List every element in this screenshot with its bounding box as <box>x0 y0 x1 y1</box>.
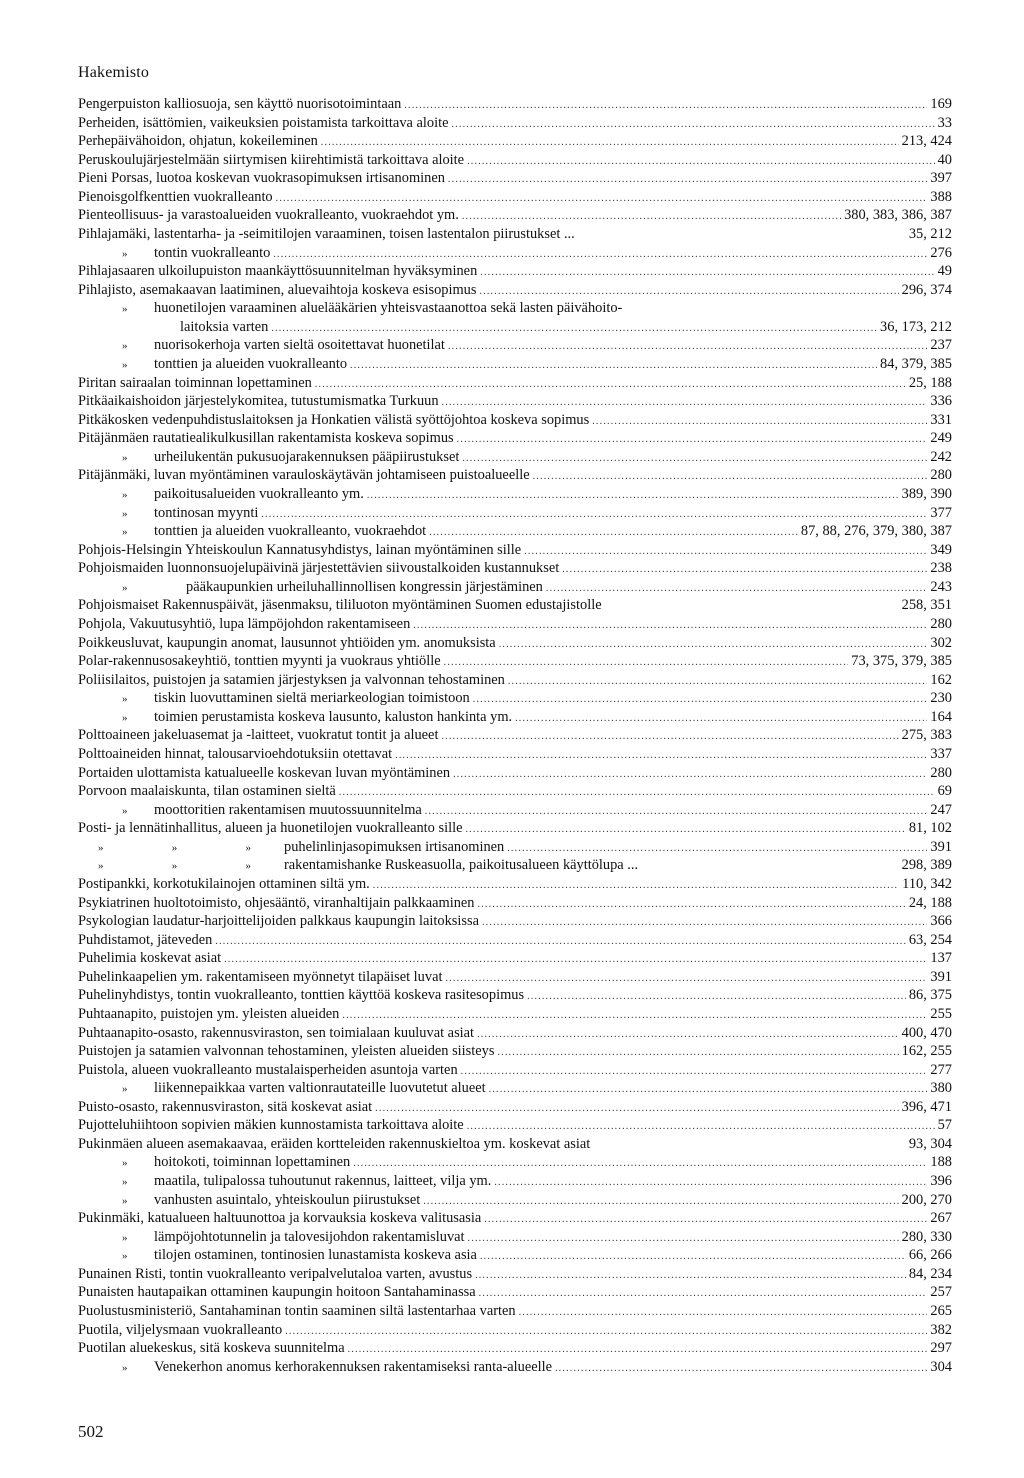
page-refs: 400, 470 <box>901 1024 952 1041</box>
entry-title: tonttien ja alueiden vuokralleanto <box>154 355 348 372</box>
entry-text <box>78 206 459 225</box>
entry-text <box>78 95 401 114</box>
page-refs: 349 <box>930 541 952 558</box>
entry-text <box>78 1283 476 1302</box>
page-refs: 396, 471 <box>901 1098 952 1115</box>
entry-title: Pengerpuiston kalliosuoja, sen käyttö nuorisotoimintaan <box>78 96 402 112</box>
ditto-mark: » » » <box>98 860 251 873</box>
ditto-mark: » <box>122 1157 128 1170</box>
page-refs: 87, 88, 276, 379, 380, 387 <box>800 523 952 540</box>
index-entry <box>78 615 952 634</box>
page-refs: 297 <box>930 1340 952 1357</box>
ditto-mark: » <box>122 247 128 260</box>
page-refs: 255 <box>930 1005 952 1022</box>
index-entry <box>78 949 952 968</box>
entry-title: Puhdistamot, jäteveden <box>78 931 213 948</box>
page-refs: 238 <box>930 560 952 577</box>
entry-text <box>78 1172 491 1192</box>
index-entry <box>78 986 952 1005</box>
entry-text <box>78 559 559 578</box>
entry-text <box>78 912 479 931</box>
entry-title: Perheiden, isättömien, vaikeuksien poistamista tarkoittava aloite <box>78 114 449 131</box>
entry-text <box>78 318 268 337</box>
entry-title: Pohjoismaiden luonnonsuojelupäivinä järjestettävien siivoustalkoiden kustannukset <box>78 560 560 577</box>
index-entry <box>78 299 952 318</box>
ditto-mark: » <box>122 526 128 539</box>
index-entry <box>78 225 952 244</box>
entry-title: Perhepäivähoidon, ohjatun, kokeileminen <box>78 133 318 150</box>
page-refs: 389, 390 <box>901 485 952 502</box>
entry-title: paikoitusalueiden vuokralleanto ym. <box>154 485 364 502</box>
entry-text <box>78 634 496 653</box>
page-refs: 366 <box>930 913 952 930</box>
entry-text <box>78 1079 486 1099</box>
entry-text <box>78 1209 481 1228</box>
page-refs: 110, 342 <box>902 875 952 892</box>
page-refs: 337 <box>930 745 952 762</box>
entry-title: Pitkäaikaishoidon järjestelykomitea, tutustumismatka Turkuun <box>78 393 439 410</box>
index-entry <box>78 188 952 207</box>
ditto-mark: » <box>122 1083 128 1096</box>
page-refs: 57 <box>937 1117 952 1134</box>
index-entry <box>78 1172 952 1191</box>
entry-text <box>78 114 448 133</box>
entry-title: Porvoon maalaiskunta, tilan ostaminen sieltä <box>78 783 336 800</box>
entry-title: Puhtaanapito-osasto, rakennusviraston, sen toimialaan kuuluvat asiat <box>78 1024 475 1041</box>
page-refs: 162, 255 <box>901 1043 952 1060</box>
index-entry <box>78 1098 952 1117</box>
entry-text <box>78 764 450 783</box>
entry-text <box>78 1321 282 1340</box>
entry-title: Pohjois-Helsingin Yhteiskoulun Kannatusyhdistys, lainan myöntäminen sille <box>78 541 522 558</box>
index-entry <box>78 745 952 764</box>
entry-text <box>78 299 622 319</box>
page-refs: 267 <box>930 1210 952 1227</box>
entry-text <box>78 1005 339 1024</box>
entry-title: Posti- ja lennätinhallitus, alueen ja huonetilojen vuokralleanto sille <box>78 820 463 837</box>
entry-title: Psykiatrinen huoltotoimisto, ohjesääntö, viranhaltijain palkkaaminen <box>78 894 475 911</box>
entry-title: Puistojen ja satamien valvonnan tehostaminen, yleisten alueiden siisteys <box>78 1043 495 1060</box>
entry-text <box>78 1098 372 1117</box>
index-entry <box>78 1228 952 1247</box>
index-entry <box>78 801 952 820</box>
ditto-mark: » <box>122 581 128 594</box>
entry-text <box>78 949 221 968</box>
entry-title: Piritan sairaalan toiminnan lopettaminen <box>78 374 312 391</box>
index-entry <box>78 411 952 430</box>
entry-text <box>78 355 347 375</box>
entry-text <box>78 856 638 876</box>
index-entry <box>78 1283 952 1302</box>
index-entry <box>78 856 952 875</box>
entry-title: vanhusten asuintalo, yhteiskoulun piirustukset <box>154 1191 421 1208</box>
page-refs: 275, 383 <box>901 727 952 744</box>
entry-title: Peruskoulujärjestelmään siirtymisen kiirehtimistä tarkoittava aloite <box>78 151 465 168</box>
page-refs: 302 <box>930 634 952 651</box>
entry-title: Puhelinkaapelien ym. rakentamiseen myönnetyt tilapäiset luvat <box>78 968 443 985</box>
index-entry <box>78 819 952 838</box>
page-refs: 280 <box>930 467 952 484</box>
entry-text <box>78 968 442 987</box>
index-entry <box>78 1153 952 1172</box>
page-refs: 66, 266 <box>908 1247 952 1264</box>
index-entry <box>78 541 952 560</box>
index-entry <box>78 1321 952 1340</box>
entry-title: Postipankki, korkotukilainojen ottaminen siltä ym. <box>78 875 370 892</box>
entry-title: Pujotteluhiihtoon sopivien mäkien kunnostamista tarkoittava aloite <box>78 1117 464 1134</box>
leader-dots <box>555 1360 927 1379</box>
index-entry <box>78 466 952 485</box>
index-entry <box>78 206 952 225</box>
entry-title: Puolustusministeriö, Santahaminan tontin saaminen siltä lastentarhaa varten <box>78 1303 516 1320</box>
entry-title: Polttoaineiden hinnat, talousarvioehdotuksiin otettavat <box>78 745 393 762</box>
page-refs: 188 <box>930 1154 952 1171</box>
index-entry <box>78 726 952 745</box>
entry-text <box>78 1042 494 1061</box>
entry-text <box>78 875 370 894</box>
entry-text <box>78 578 543 598</box>
entry-text <box>78 411 589 430</box>
entry-title: liikennepaikkaa varten valtionrautateille luovutetut alueet <box>154 1080 486 1097</box>
entry-text <box>78 1246 477 1266</box>
page-refs: 25, 188 <box>908 374 952 391</box>
page-refs: 86, 375 <box>908 987 952 1004</box>
index-entry <box>78 1302 952 1321</box>
entry-title: toimien perustamista koskeva lausunto, kaluston hankinta ym. <box>154 708 513 725</box>
ditto-mark: » <box>122 358 128 371</box>
page-refs: 396 <box>930 1173 952 1190</box>
page-refs: 137 <box>930 950 952 967</box>
entry-text <box>78 838 504 858</box>
page-refs: 296, 374 <box>901 281 952 298</box>
ditto-mark: » <box>122 1194 128 1207</box>
entry-title: Punaisten hautapaikan ottaminen kaupungin hoitoon Santahaminassa <box>78 1284 476 1301</box>
index-entry <box>78 262 952 281</box>
entry-text <box>78 1135 590 1154</box>
entry-title: Pohjoismaiset Rakennuspäivät, jäsenmaksu, tililuoton myöntäminen Suomen edustajistolle <box>78 597 602 614</box>
index-entry <box>78 448 952 467</box>
page-refs: 35, 212 <box>908 225 952 242</box>
index-entry <box>78 1358 952 1377</box>
entry-title: Pitäjänmäki, luvan myöntäminen varauloskäytävän johtamiseen puistoalueelle <box>78 467 530 484</box>
entry-text <box>78 1302 516 1321</box>
entry-text <box>78 745 392 764</box>
index-entry <box>78 1135 952 1154</box>
entry-title: Polttoaineen jakeluasemat ja -laitteet, vuokratut tontit ja alueet <box>78 727 439 744</box>
entry-title: rakentamishanke Ruskeasuolla, paikoitusalueen käyttölupa ... <box>284 857 639 874</box>
entry-text <box>78 931 212 950</box>
entry-text <box>78 1228 465 1248</box>
entry-text <box>78 1116 464 1135</box>
entry-text <box>78 281 476 300</box>
entry-title: Pihlajasaaren ulkoilupuiston maankäyttösuunnitelman hyväksyminen <box>78 263 478 280</box>
page-refs: 277 <box>930 1061 952 1078</box>
entry-title: maatila, tulipalossa tuhoutunut rakennus, laitteet, vilja ym. <box>154 1173 492 1190</box>
ditto-mark: » » » <box>98 841 251 854</box>
index-entry <box>78 671 952 690</box>
page-refs: 249 <box>930 430 952 447</box>
page-refs: 247 <box>930 801 952 818</box>
entry-title: Poikkeusluvat, kaupungin anomat, lausunnot yhtiöiden ym. anomuksista <box>78 634 496 651</box>
entry-text <box>78 262 477 281</box>
page-refs: 258, 351 <box>901 597 952 614</box>
entry-text <box>78 466 530 485</box>
page-refs: 24, 188 <box>908 894 952 911</box>
entry-text <box>78 504 258 524</box>
index-entry <box>78 894 952 913</box>
index-entry <box>78 151 952 170</box>
entry-title: pääkaupunkien urheiluhallinnollisen kongressin järjestäminen <box>186 578 543 595</box>
index-entry <box>78 244 952 263</box>
page-refs: 81, 102 <box>908 820 952 837</box>
page-refs: 237 <box>930 337 952 354</box>
entry-text <box>78 392 439 411</box>
page-refs: 169 <box>930 96 952 112</box>
index-entry <box>78 281 952 300</box>
entry-text <box>78 448 459 468</box>
page-refs: 36, 173, 212 <box>880 318 952 335</box>
index-entry <box>78 708 952 727</box>
page-refs: 73, 375, 379, 385 <box>851 653 952 670</box>
entry-text <box>78 541 521 560</box>
page-refs: 377 <box>930 504 952 521</box>
entry-title: Portaiden ulottamista katualueelle koskevan luvan myöntäminen <box>78 764 451 781</box>
index-entry <box>78 1061 952 1080</box>
index-entry <box>78 838 952 857</box>
page-refs: 391 <box>930 968 952 985</box>
entry-title: huonetilojen varaaminen aluelääkärien yhteisvastaanottoa sekä lasten päivähoito- <box>154 300 623 317</box>
index-entry <box>78 1209 952 1228</box>
index-entry <box>78 132 952 151</box>
entry-title: Pitkäkosken vedenpuhdistuslaitoksen ja Honkatien välistä syöttöjohtoa koskeva sopimus <box>78 411 590 428</box>
entry-text <box>78 244 270 264</box>
index-entry <box>78 1079 952 1098</box>
entry-text <box>78 689 470 709</box>
ditto-mark: » <box>122 711 128 724</box>
entry-title: lämpöjohtotunnelin ja talovesijohdon rakentamisluvat <box>154 1228 465 1245</box>
page-refs: 257 <box>930 1284 952 1301</box>
entry-text <box>78 801 422 821</box>
entry-title: tiskin luovuttaminen sieltä meriarkeologian toimistoon <box>154 690 470 707</box>
entry-text <box>78 708 512 728</box>
page-refs: 280 <box>930 615 952 632</box>
entry-text <box>78 188 273 207</box>
page-number: 502 <box>78 1422 104 1441</box>
index-entry <box>78 1265 952 1284</box>
entry-text <box>78 151 464 170</box>
entry-text <box>78 1024 474 1043</box>
page-refs: 243 <box>930 578 952 595</box>
ditto-mark: » <box>122 507 128 520</box>
entry-title: Pukinmäki, katualueen haltuunottoa ja korvauksia koskeva valitusasia <box>78 1210 482 1227</box>
entry-title: urheilukentän pukusuojarakennuksen pääpiirustukset <box>154 448 460 465</box>
ditto-mark: » <box>122 1176 128 1189</box>
entry-title: Punainen Risti, tontin vuokralleanto veripalvelutaloa varten, avustus <box>78 1265 473 1282</box>
page-refs: 298, 389 <box>901 857 952 874</box>
ditto-mark: » <box>122 340 128 353</box>
index-entry <box>78 1024 952 1043</box>
entry-text <box>78 132 318 151</box>
entry-title: Puhelimia koskevat asiat <box>78 950 222 967</box>
entry-text <box>78 726 438 745</box>
index-entry <box>78 1191 952 1210</box>
index-entry <box>78 652 952 671</box>
page-refs: 304 <box>930 1358 952 1375</box>
index-entry <box>78 634 952 653</box>
entry-title: Pieni Porsas, luotoa koskevan vuokrasopimuksen irtisanominen <box>78 170 445 187</box>
ditto-mark: » <box>122 693 128 706</box>
index-entry <box>78 95 952 114</box>
ditto-mark: » <box>122 1231 128 1244</box>
entry-title: nuorisokerhoja varten sieltä osoitettavat huonetilat <box>154 337 445 354</box>
entry-title: Pihlajamäki, lastentarha- ja -seimitilojen varaaminen, toisen lastentalon piirustukset ... <box>78 225 575 242</box>
entry-text <box>78 986 524 1005</box>
entry-text <box>78 1358 552 1378</box>
entry-title: Pienoisgolfkenttien vuokralleanto <box>78 188 273 205</box>
index-entry <box>78 931 952 950</box>
page-refs: 280, 330 <box>901 1228 952 1245</box>
page-refs: 242 <box>930 448 952 465</box>
page-refs: 265 <box>930 1303 952 1320</box>
entry-title: tontin vuokralleanto <box>154 244 271 261</box>
entry-text <box>78 225 575 244</box>
entry-text <box>78 336 445 356</box>
page-refs: 336 <box>930 393 952 410</box>
entry-text <box>78 819 462 838</box>
index-entry <box>78 114 952 133</box>
page-refs: 33 <box>937 114 952 131</box>
entry-text <box>78 652 441 671</box>
index-entry <box>78 912 952 931</box>
index-entry <box>78 578 952 597</box>
index-entry <box>78 875 952 894</box>
index-entry <box>78 559 952 578</box>
ditto-mark: » <box>122 1250 128 1263</box>
page-refs: 40 <box>937 151 952 168</box>
ditto-mark: » <box>122 804 128 817</box>
ditto-mark: » <box>122 1361 128 1374</box>
index-entry <box>78 1042 952 1061</box>
page-refs: 380 <box>930 1080 952 1097</box>
ditto-mark: » <box>122 303 128 316</box>
entry-text <box>78 671 505 690</box>
entry-text <box>78 485 364 505</box>
page-refs: 280 <box>930 764 952 781</box>
page-refs: 388 <box>930 188 952 205</box>
index-entry <box>78 318 952 337</box>
entry-title: Pihlajisto, asemakaavan laatiminen, aluevaihtoja koskeva esisopimus <box>78 281 477 298</box>
entry-text <box>78 169 445 188</box>
page-refs: 397 <box>930 170 952 187</box>
ditto-mark: » <box>122 451 128 464</box>
index-entry <box>78 355 952 374</box>
index-entry <box>78 782 952 801</box>
entry-title: tonttien ja alueiden vuokralleanto, vuokraehdot <box>154 523 427 540</box>
entry-text <box>78 1191 420 1211</box>
entry-text <box>78 429 454 448</box>
entry-text <box>78 522 426 542</box>
entry-title: Venekerhon anomus kerhorakennuksen rakentamiseksi ranta-alueelle <box>154 1358 552 1375</box>
page-refs: 391 <box>930 838 952 855</box>
entry-title: Poliisilaitos, puistojen ja satamien järjestyksen ja valvonnan tehostaminen <box>78 671 505 688</box>
page-refs: 162 <box>930 671 952 688</box>
index-entry <box>78 336 952 355</box>
page-refs: 164 <box>930 708 952 725</box>
index-entry <box>78 596 952 615</box>
page-refs: 84, 234 <box>908 1265 952 1282</box>
entry-text <box>78 615 410 634</box>
entry-title: Pohjola, Vakuutusyhtiö, lupa lämpöjohdon rakentamiseen <box>78 615 411 632</box>
entry-title: Puotilan aluekeskus, sitä koskeva suunnitelma <box>78 1340 345 1357</box>
page-refs: 93, 304 <box>908 1135 952 1152</box>
entry-title: Puotila, viljelysmaan vuokralleanto <box>78 1321 283 1338</box>
page-refs: 230 <box>930 690 952 707</box>
entry-title: tontinosan myynti <box>154 504 259 521</box>
index-entry <box>78 968 952 987</box>
entry-title: Puhtaanapito, puistojen ym. yleisten alueiden <box>78 1005 340 1022</box>
entry-title: Puistola, alueen vuokralleanto mustalaisperheiden asuntoja varten <box>78 1061 458 1078</box>
page-header: Hakemisto <box>78 64 150 81</box>
page-refs: 382 <box>930 1321 952 1338</box>
entry-text <box>78 1153 350 1173</box>
ditto-mark: » <box>122 488 128 501</box>
page-refs: 63, 254 <box>908 931 952 948</box>
page-refs: 213, 424 <box>901 133 952 150</box>
page-refs: 49 <box>937 263 952 280</box>
index-entry <box>78 485 952 504</box>
entry-text <box>78 596 602 615</box>
entry-text <box>78 1265 472 1284</box>
index-entry <box>78 764 952 783</box>
index-entry <box>78 392 952 411</box>
entry-text <box>78 1339 345 1358</box>
page-refs: 276 <box>930 244 952 261</box>
index-entry <box>78 1339 952 1358</box>
entry-title: laitoksia varten <box>180 318 269 335</box>
entry-title: hoitokoti, toiminnan lopettaminen <box>154 1154 351 1171</box>
index-entry <box>78 522 952 541</box>
entry-title: Pienteollisuus- ja varastoalueiden vuokralleanto, vuokraehdot ym. <box>78 207 459 224</box>
index-entry <box>78 169 952 188</box>
index-entry <box>78 1005 952 1024</box>
entry-title: Polar-rakennusosakeyhtiö, tonttien myynti ja vuokraus yhtiölle <box>78 653 441 670</box>
entry-title: Puisto-osasto, rakennusviraston, sitä koskevat asiat <box>78 1098 373 1115</box>
entry-title: Psykologian laudatur-harjoittelijoiden palkkaus kaupungin laitoksissa <box>78 913 479 930</box>
index-entry <box>78 374 952 393</box>
page-refs: 200, 270 <box>901 1191 952 1208</box>
index-entry <box>78 1116 952 1135</box>
entry-title: moottoritien rakentamisen muutossuunnitelma <box>154 801 422 818</box>
page-refs: 69 <box>937 783 952 800</box>
index-entry <box>78 429 952 448</box>
entry-text <box>78 894 474 913</box>
entry-title: puhelinlinjasopimuksen irtisanominen <box>284 838 505 855</box>
index-entry <box>78 689 952 708</box>
index-entry <box>78 504 952 523</box>
entry-text <box>78 1061 458 1080</box>
entry-text <box>78 374 312 393</box>
entry-text <box>78 782 336 801</box>
entry-title: Puhelinyhdistys, tontin vuokralleanto, tonttien käyttöä koskeva rasitesopimus <box>78 987 525 1004</box>
entry-title: tilojen ostaminen, tontinosien lunastamista koskeva asia <box>154 1247 477 1264</box>
index-entry <box>78 1246 952 1265</box>
entry-title: Pukinmäen alueen asemakaavaa, eräiden kortteleiden rakennuskieltoa ym. koskevat asiat <box>78 1135 591 1152</box>
page-refs: 380, 383, 386, 387 <box>844 207 952 224</box>
page-refs: 84, 379, 385 <box>880 355 952 372</box>
page-refs: 331 <box>930 411 952 428</box>
entry-title: Pitäjänmäen rautatiealikulkusillan rakentamista koskeva sopimus <box>78 430 454 447</box>
